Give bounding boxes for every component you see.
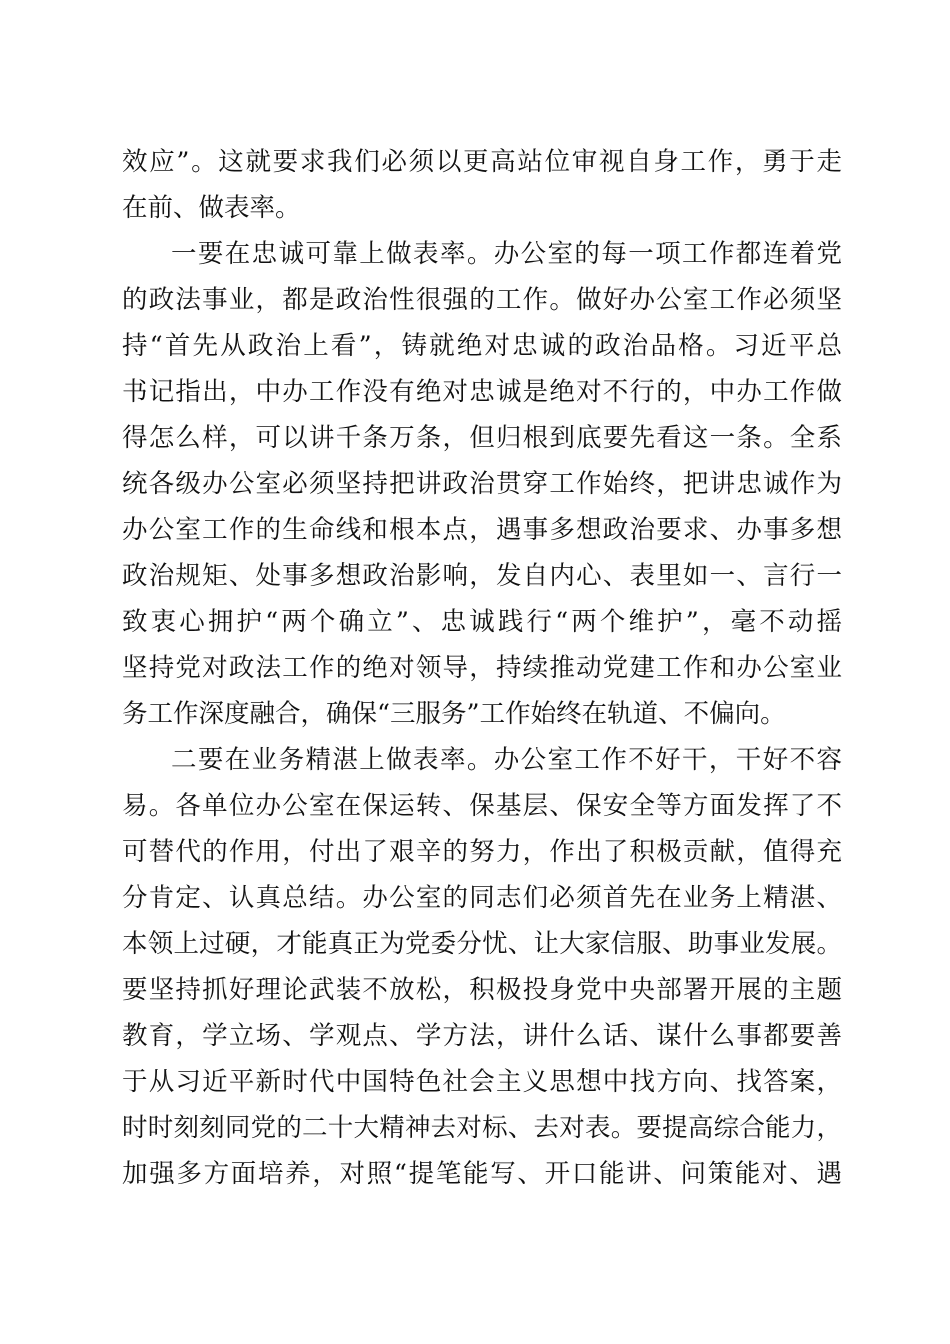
text-line: 易。各单位办公室在保运转、保基层、保安全等方面发挥了不 (122, 791, 842, 821)
text-line: 持“首先从政治上看”，铸就绝对忠诚的政治品格。习近平总 (122, 331, 842, 361)
text-line: 致衷心拥护“两个确立”、忠诚践行“两个维护”，毫不动摇 (122, 607, 842, 637)
text-line: 教育，学立场、学观点、学方法，讲什么话、谋什么事都要善 (122, 1021, 842, 1051)
text-line: 在前、做表率。 (122, 193, 301, 223)
text-line: 坚持党对政法工作的绝对领导，持续推动党建工作和办公室业 (122, 653, 842, 683)
text-line: 得怎么样，可以讲千条万条，但归根到底要先看这一条。全系 (122, 423, 842, 453)
text-line: 统各级办公室必须坚持把讲政治贯穿工作始终，把讲忠诚作为 (122, 469, 842, 499)
text-line: 可替代的作用，付出了艰辛的努力，作出了积极贡献，值得充 (122, 837, 842, 867)
text-line: 一要在忠诚可靠上做表率。办公室的每一项工作都连着党 (171, 239, 842, 269)
text-line: 务工作深度融合，确保“三服务”工作始终在轨道、不偏向。 (122, 699, 786, 729)
text-line: 加强多方面培养，对照“提笔能写、开口能讲、问策能对、遇 (122, 1159, 842, 1189)
text-line: 办公室工作的生命线和根本点，遇事多想政治要求、办事多想 (122, 515, 842, 545)
text-line: 效应”。这就要求我们必须以更高站位审视自身工作，勇于走 (122, 147, 842, 177)
text-line: 时时刻刻同党的二十大精神去对标、去对表。要提高综合能力， (122, 1113, 842, 1143)
text-line: 的政法事业，都是政治性很强的工作。做好办公室工作必须坚 (122, 285, 842, 315)
text-line: 于从习近平新时代中国特色社会主义思想中找方向、找答案， (122, 1067, 842, 1097)
text-line: 分肯定、认真总结。办公室的同志们必须首先在业务上精湛、 (122, 883, 842, 913)
text-line: 本领上过硬，才能真正为党委分忧、让大家信服、助事业发展。 (122, 929, 842, 959)
text-line: 政治规矩、处事多想政治影响，发自内心、表里如一、言行一 (122, 561, 842, 591)
text-line: 要坚持抓好理论武装不放松，积极投身党中央部署开展的主题 (122, 975, 842, 1005)
text-line: 二要在业务精湛上做表率。办公室工作不好干，干好不容 (171, 745, 842, 775)
text-line: 书记指出，中办工作没有绝对忠诚是绝对不行的，中办工作做 (122, 377, 842, 407)
